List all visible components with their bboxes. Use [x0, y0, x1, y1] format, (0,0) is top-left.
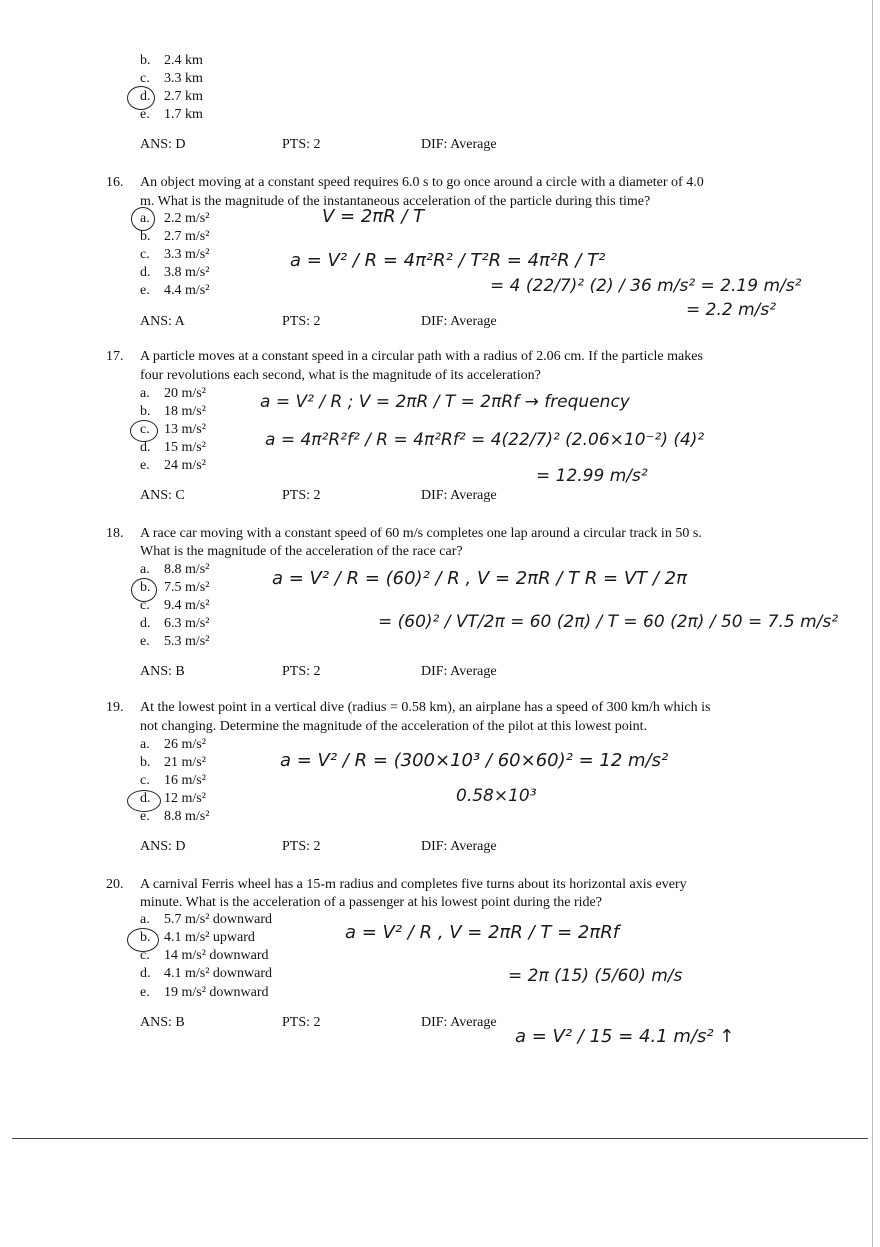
answer-circle-mark — [127, 928, 159, 952]
answer-circle-mark — [131, 578, 157, 602]
option-b: b. 2.7 m/s² — [140, 229, 210, 244]
answer-circle-mark — [131, 207, 155, 231]
option-b: b. 7.5 m/s² — [140, 580, 210, 595]
pts-label: PTS: 2 — [282, 488, 321, 503]
pts-label: PTS: 2 — [282, 137, 321, 152]
ans-label: ANS: D — [140, 137, 186, 152]
option-e: e. 4.4 m/s² — [140, 283, 210, 298]
question-stem-line1: A carnival Ferris wheel has a 15-m radius and completes five turns about its horizontal axis every — [140, 877, 687, 892]
question-number: 16. — [106, 175, 124, 190]
answer-circle-mark — [130, 420, 158, 442]
dif-label: DIF: Average — [421, 488, 497, 503]
answer-circle-mark — [127, 86, 155, 110]
option-a: a. 20 m/s² — [140, 386, 206, 401]
option-b: b. 21 m/s² — [140, 755, 206, 770]
option-b: b. 4.1 m/s² upward — [140, 930, 255, 945]
page-bottom-rule — [12, 1138, 868, 1139]
option-e: e. 1.7 km — [140, 107, 203, 122]
page-edge — [872, 0, 873, 1247]
option-e: e. 24 m/s² — [140, 458, 206, 473]
question-stem-line1: A race car moving with a constant speed of 60 m/s completes one lap around a circular track in 50 s. — [140, 526, 702, 541]
question-stem-line2: m. What is the magnitude of the instantaneous acceleration of the particle during this time? — [140, 194, 651, 209]
question-stem-line2: four revolutions each second, what is the magnitude of its acceleration? — [140, 368, 541, 383]
option-a: a. 5.7 m/s² downward — [140, 912, 273, 927]
answer-circle-mark — [127, 790, 161, 812]
option-d: d. 2.7 km — [140, 89, 203, 104]
question-stem-line1: At the lowest point in a vertical dive (radius = 0.58 km), an airplane has a speed of 300 km/h which is — [140, 700, 711, 715]
pts-label: PTS: 2 — [282, 839, 321, 854]
question-stem-line2: not changing. Determine the magnitude of the acceleration of the pilot at this lowest point. — [140, 719, 647, 734]
option-a: a. 8.8 m/s² — [140, 562, 210, 577]
option-e: e. 5.3 m/s² — [140, 634, 210, 649]
pts-label: PTS: 2 — [282, 664, 321, 679]
option-c: c. 13 m/s² — [140, 422, 206, 437]
ans-label: ANS: B — [140, 1015, 185, 1030]
option-d: d. 4.1 m/s² downward — [140, 966, 273, 981]
option-d: d. 15 m/s² — [140, 440, 206, 455]
question-stem-line1: An object moving at a constant speed requires 6.0 s to go once around a circle with a diameter of 4.0 — [140, 175, 704, 190]
ans-label: ANS: A — [140, 314, 185, 329]
question-stem-line1: A particle moves at a constant speed in a circular path with a radius of 2.06 cm. If the particle makes — [140, 349, 703, 364]
option-e: e. 8.8 m/s² — [140, 809, 210, 824]
question-stem-line2: minute. What is the acceleration of a passenger at his lowest point during the ride? — [140, 895, 602, 910]
dif-label: DIF: Average — [421, 839, 497, 854]
ans-label: ANS: C — [140, 488, 185, 503]
question-number: 17. — [106, 349, 124, 364]
option-c: c. 14 m/s² downward — [140, 948, 269, 963]
dif-label: DIF: Average — [421, 664, 497, 679]
question-number: 19. — [106, 700, 124, 715]
question-number: 18. — [106, 526, 124, 541]
option-d: d. 6.3 m/s² — [140, 616, 210, 631]
pts-label: PTS: 2 — [282, 314, 321, 329]
option-c: c. 16 m/s² — [140, 773, 206, 788]
option-c: c. 9.4 m/s² — [140, 598, 210, 613]
option-c: c. 3.3 km — [140, 71, 203, 86]
pts-label: PTS: 2 — [282, 1015, 321, 1030]
option-e: e. 19 m/s² downward — [140, 985, 269, 1000]
option-d: d. 3.8 m/s² — [140, 265, 210, 280]
question-stem-line2: What is the magnitude of the acceleration of the race car? — [140, 544, 463, 559]
option-a: a. 2.2 m/s² — [140, 211, 210, 226]
dif-label: DIF: Average — [421, 137, 497, 152]
option-b: b. 18 m/s² — [140, 404, 206, 419]
option-c: c. 3.3 m/s² — [140, 247, 210, 262]
option-d: d. 12 m/s² — [140, 791, 206, 806]
ans-label: ANS: B — [140, 664, 185, 679]
ans-label: ANS: D — [140, 839, 186, 854]
option-a: a. 26 m/s² — [140, 737, 206, 752]
option-b: b. 2.4 km — [140, 53, 203, 68]
question-number: 20. — [106, 877, 124, 892]
dif-label: DIF: Average — [421, 314, 497, 329]
dif-label: DIF: Average — [421, 1015, 497, 1030]
